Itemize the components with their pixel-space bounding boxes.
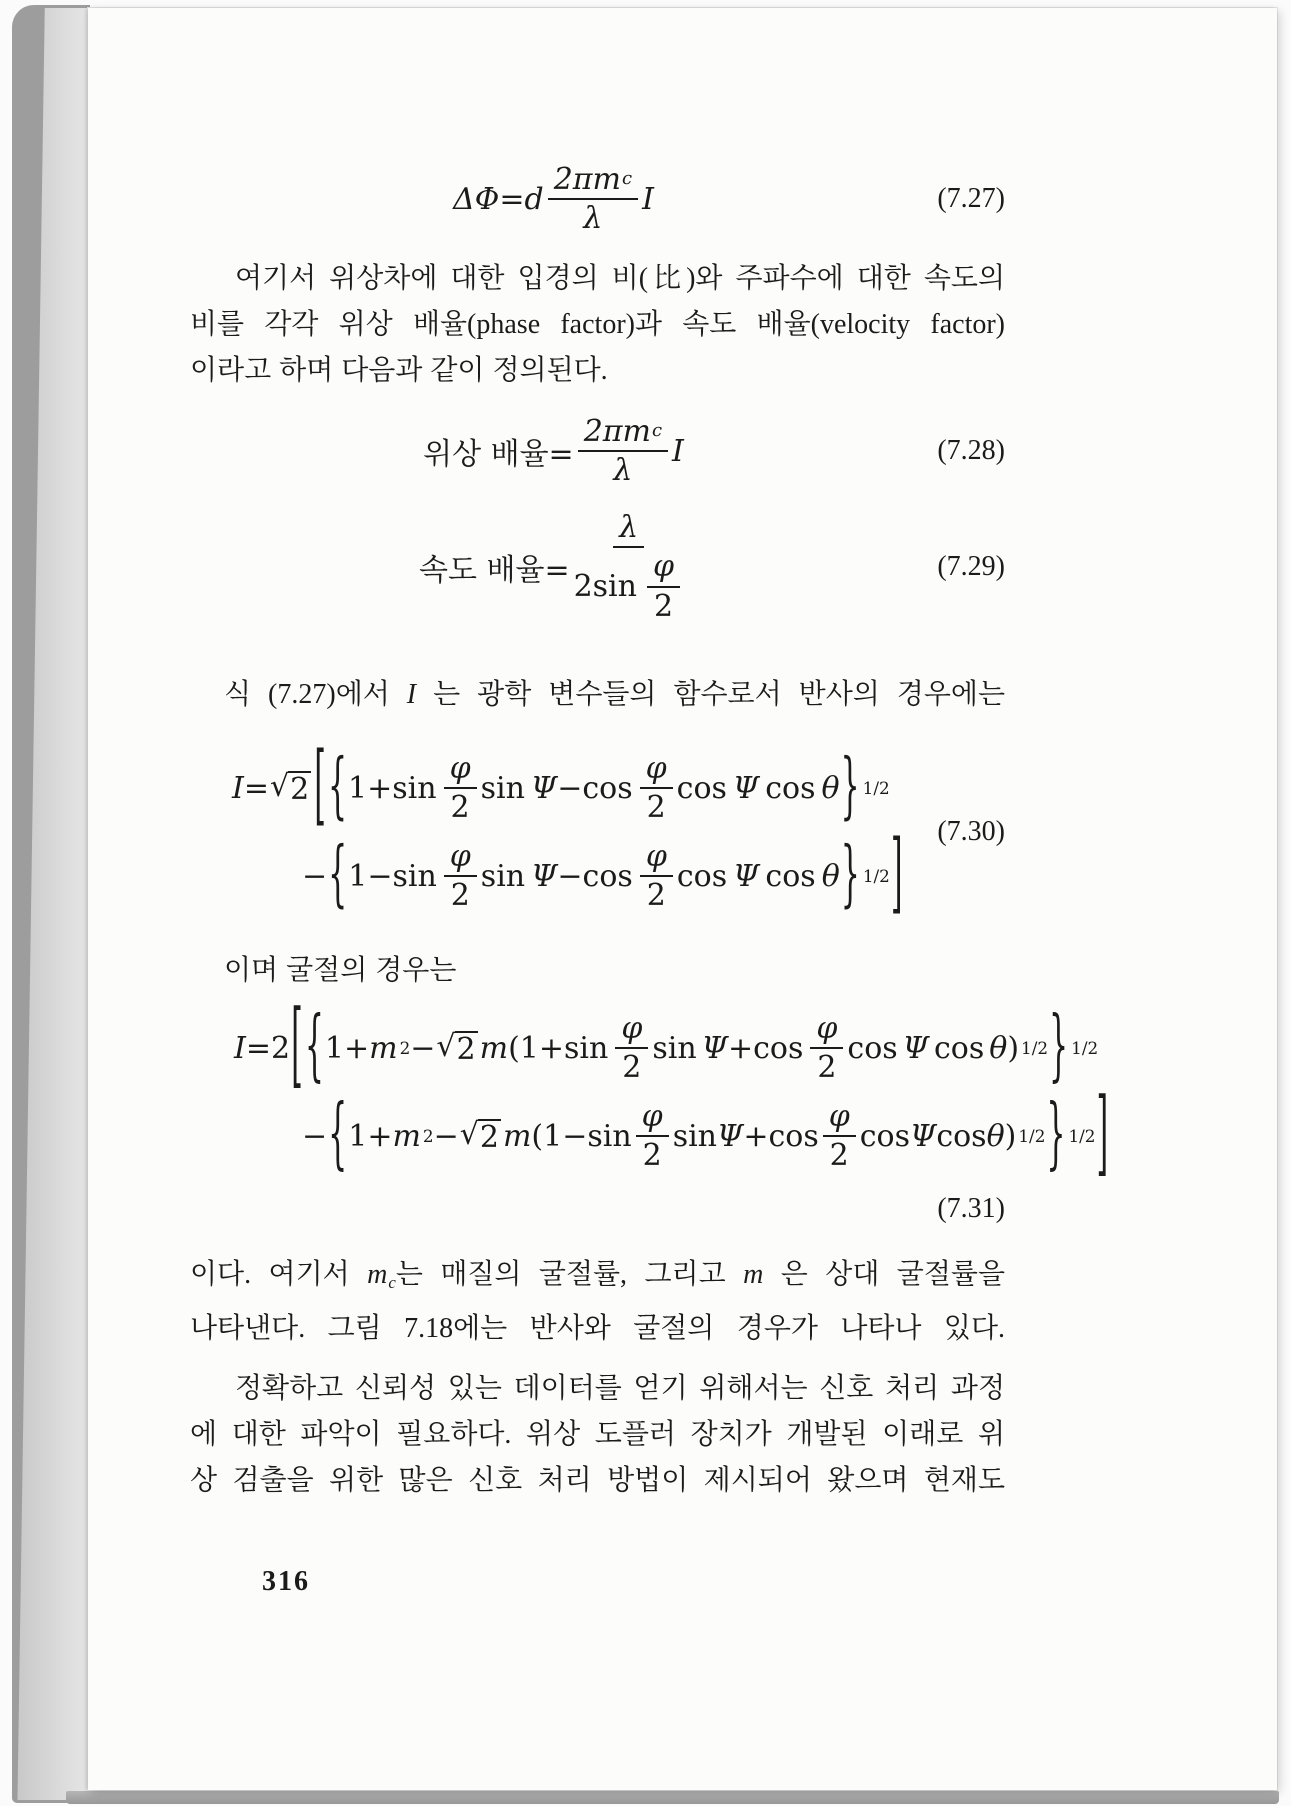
paragraph-2-line-2: 나타낸다. 그림 7.18에는 반사와 굴절의 경우가 나타나 있다.: [190, 1313, 1005, 1345]
paragraph-2-line-1: 이다. 여기서 mc는 매질의 굴절률, 그리고 m 은 상대 굴절률을: [190, 1259, 1005, 1293]
equation-7-29: [190, 496, 1005, 638]
equation-7-28-formula: 위상 배율= 2πm c λ I: [423, 413, 684, 488]
paragraph-3-line-3: 상 검출을 위한 많은 신호 처리 방법이 제시되어 왔으며 현재도: [190, 1465, 1005, 1497]
equation-7-31-line-1: I =2 [ { 1+ m 2 − √ 2 m (1+sin $\frac{\varphi}{2}$ sin Ψ +cos $\frac{\varphi}{2}$ cos Ψ cos θ ) 1/2 } 1/2: [234, 992, 1099, 1101]
equation-7-31-line-2: − { 1+ m 2 − √ 2 m (1−sin $\frac{\varphi}{2}$ sin Ψ +cos $\frac{\varphi}{2}$ cos Ψ cos θ ) 1/2 } 1/2 ]: [302, 1080, 1109, 1189]
equation-7-27-label: (7.27): [937, 183, 1005, 214]
paragraph-1-line-3: 이라고 하며 다음과 같이 정의된다.: [190, 355, 608, 386]
page-content: [88, 8, 1109, 1598]
equation-7-31-label: (7.31): [937, 1193, 1005, 1224]
book-pages-bottom-edge: [66, 1791, 1279, 1804]
paragraph-3-line-1: 정확하고 신뢰성 있는 데이터를 얻기 위해서는 신호 처리 과정: [235, 1373, 1005, 1405]
equation-7-27: [190, 158, 1005, 240]
equation-7-30-line-2: − { 1−sin $\frac{\varphi}{2}$ sin Ψ −cos $\frac{\varphi}{2}$ cos Ψ cos θ } 1/2 ]: [302, 823, 903, 926]
scanned-page: [88, 8, 1277, 1790]
equation-7-28-label: (7.28): [937, 435, 1005, 466]
paragraph-1-line-2: 비를 각각 위상 배율(phase factor)과 속도 배율(velocity factor): [190, 309, 1005, 340]
equation-7-31: [190, 992, 1109, 1232]
equation-7-29-label: (7.29): [937, 551, 1005, 582]
equation-7-30: [190, 735, 1107, 926]
page-number: 316: [262, 1566, 310, 1598]
paragraph-1-line-1: 여기서 위상차에 대한 입경의 비(比)와 주파수에 대한 속도의: [235, 263, 1005, 294]
equation-7-29-formula: 속도 배율= λ 2sin $\frac{\varphi}{2}$: [419, 512, 688, 623]
sentence-before-eq-7-30: 식 (7.27)에서 I 는 광학 변수들의 함수로서 반사의 경우에는: [224, 679, 1005, 710]
equation-7-30-line-1: I = √ 2 [ { 1+sin $\frac{\varphi}{2}$ sin Ψ −cos $\frac{\varphi}{2}$ cos Ψ cos θ } 1/2: [232, 735, 890, 838]
equation-7-27-formula: ΔΦ = d 2πm c λ I: [453, 161, 654, 236]
equation-7-30-label: (7.30): [937, 816, 1005, 847]
sentence-before-eq-7-31: 이며 굴절의 경우는: [224, 955, 457, 986]
equation-7-28: [190, 410, 1005, 492]
paragraph-3-line-2: 에 대한 파악이 필요하다. 위상 도플러 장치가 개발된 이래로 위: [190, 1419, 1005, 1451]
